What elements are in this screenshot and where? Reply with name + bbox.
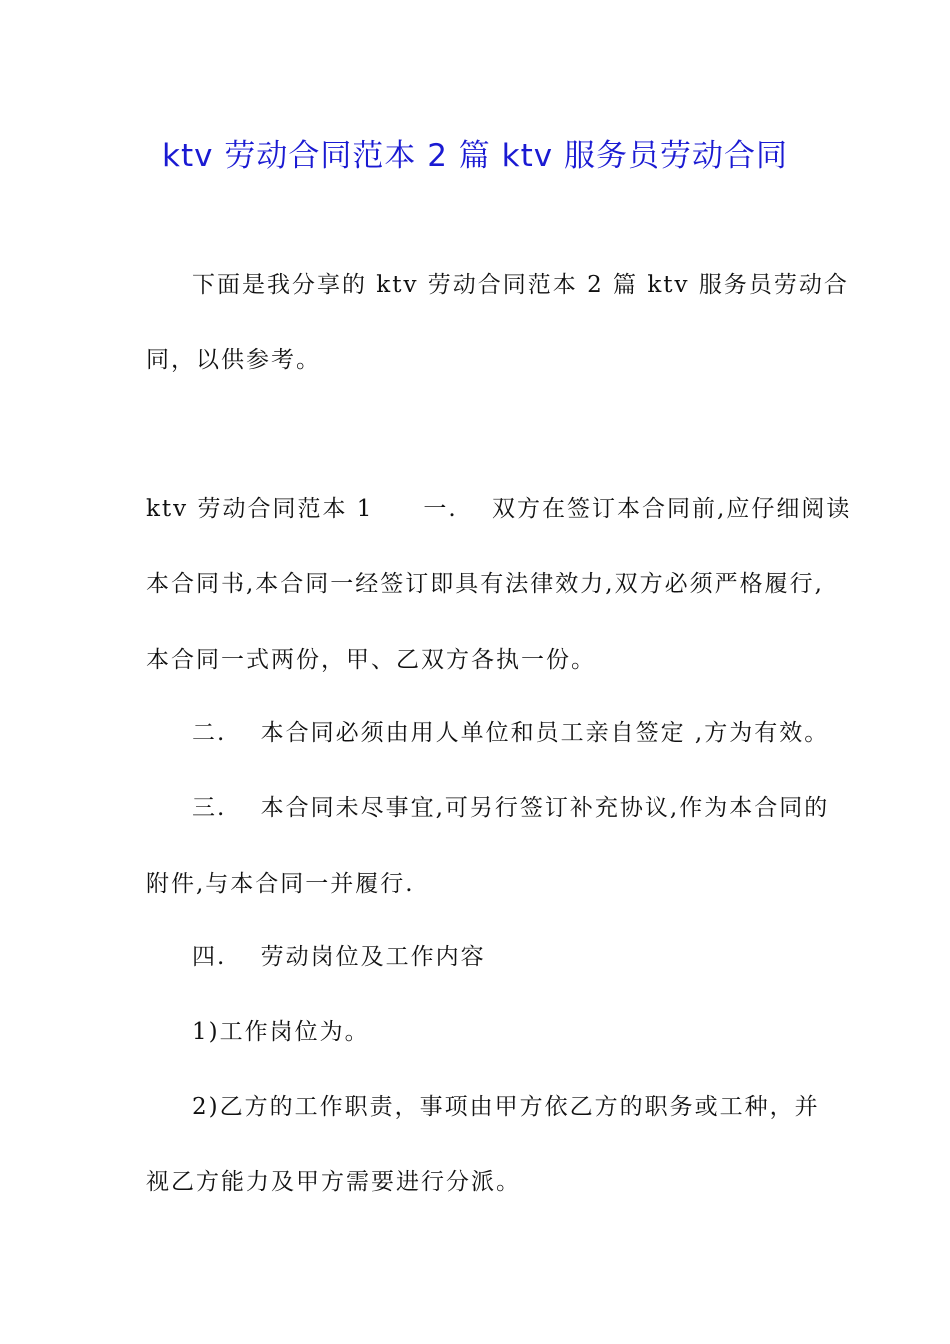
paragraph-line: 下面是我分享的 ktv 劳动合同范本 2 篇 ktv 服务员劳动合	[192, 272, 849, 298]
paragraph-line: 视乙方能力及甲方需要进行分派。	[146, 1169, 521, 1195]
paragraph-line: 二. 本合同必须由用人单位和员工亲自签定 ,方为有效。	[192, 720, 830, 746]
paragraph-line: 本合同书,本合同一经签订即具有法律效力,双方必须严格履行,	[146, 571, 824, 597]
paragraph-line: 三. 本合同未尽事宜,可另行签订补充协议,作为本合同的	[192, 795, 830, 821]
paragraph-line: 2)乙方的工作职责，事项由甲方依乙方的职务或工种，并	[192, 1094, 820, 1120]
paragraph-line: 附件,与本合同一并履行.	[146, 871, 415, 897]
paragraph-line: 本合同一式两份，甲、乙双方各执一份。	[146, 647, 596, 673]
paragraph-line: 1)工作岗位为。	[192, 1019, 370, 1045]
paragraph-line: ktv 劳动合同范本 1 一. 双方在签订本合同前,应仔细阅读	[146, 496, 852, 522]
paragraph-line: 同，以供参考。	[146, 347, 321, 373]
document-title: ktv 劳动合同范本 2 篇 ktv 服务员劳动合同	[162, 138, 788, 174]
paragraph-line: 四. 劳动岗位及工作内容	[192, 944, 486, 970]
